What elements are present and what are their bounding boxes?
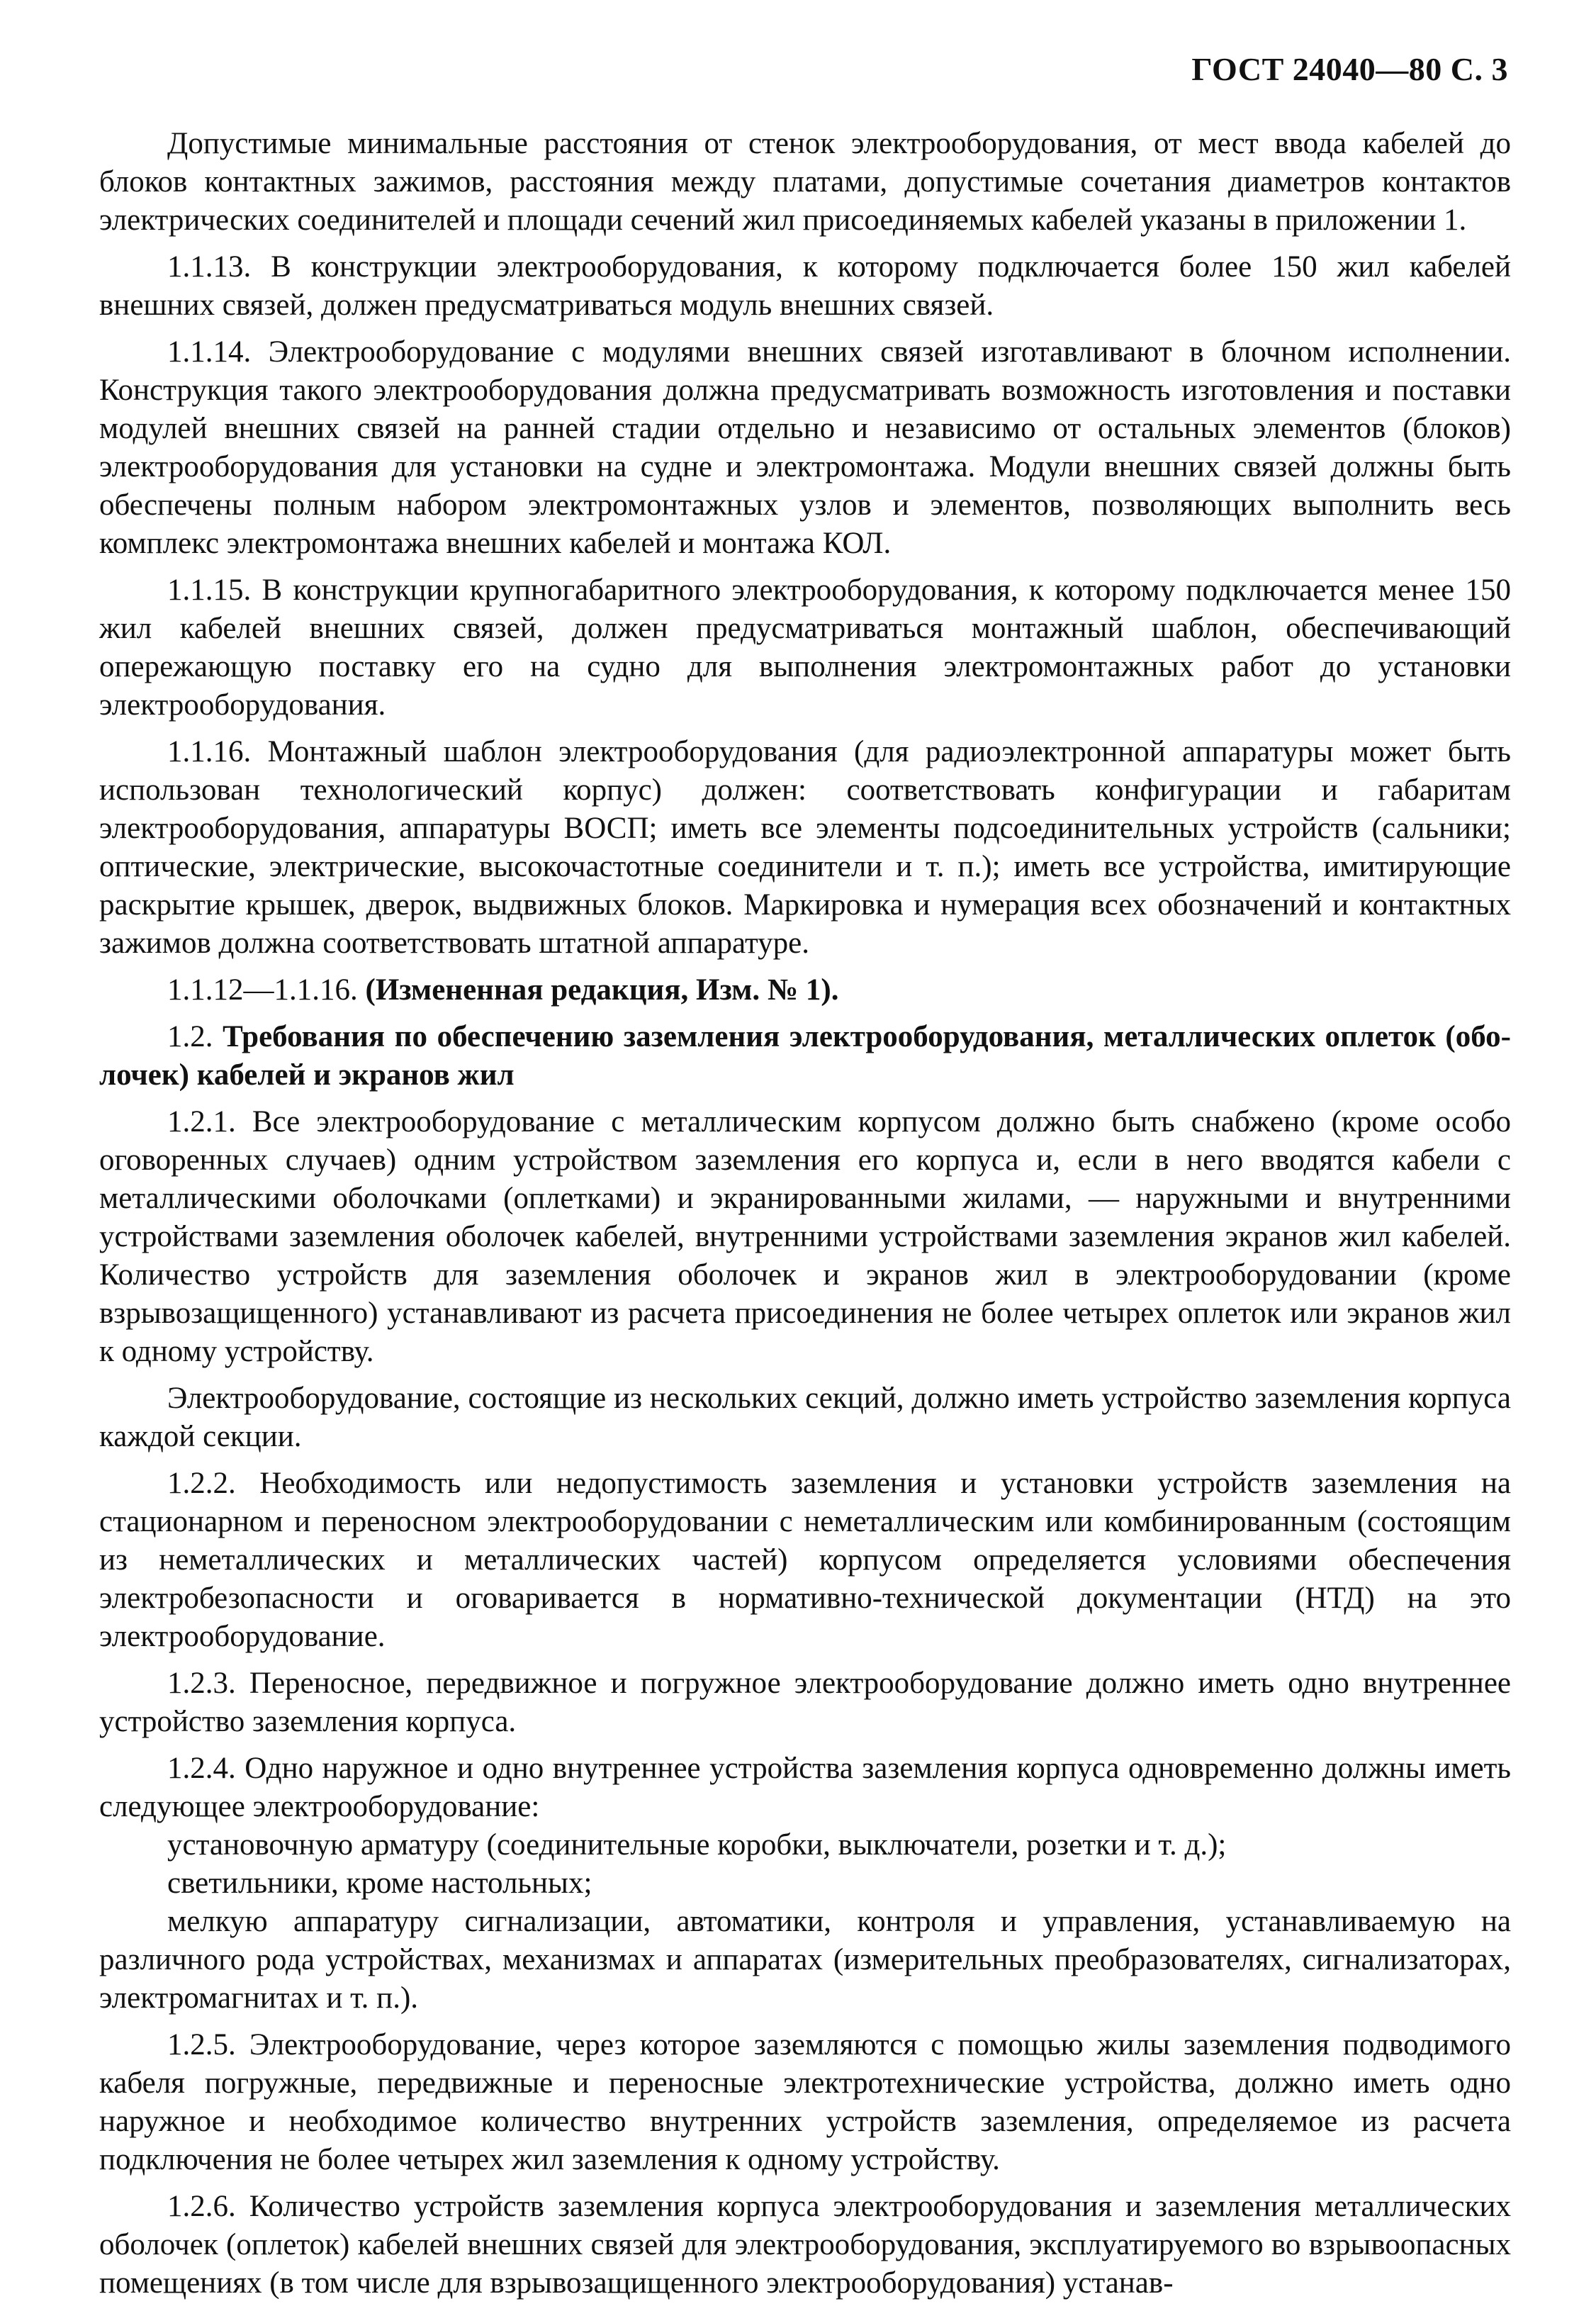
list-item-fittings: установочную арматуру (соединительные коробки, выключатели, розетки и т. д.); <box>167 1828 1227 1862</box>
section-title: Требования по обеспечению заземления электрооборудования, металлических оплеток (оболочек) кабелей и экранов жил <box>99 1020 1511 1092</box>
paragraph-1-2-4: 1.2.4. Одно наружное и одно внутреннее устройства заземления корпуса одновременно должны иметь следующее электрооборудование: <box>99 1752 1511 1823</box>
paragraph-sections-note: Электрооборудование, состоящие из нескольких секций, должно иметь устройство заземления корпуса каждой секции. <box>99 1382 1511 1453</box>
paragraph-1-2-2: 1.2.2. Необходимость или недопустимость заземления и установки устройств заземления на стационарном и переносном электрооборудовании с неметаллическим или комбинированным (состоящим из неметаллических и металлических частей) корпусом определяется условиями обеспечения электробезопасности и оговаривается в нормативно-технической документации (НТД) на это электрооборудование. <box>99 1467 1511 1653</box>
paragraph-1: Допустимые минимальные расстояния от стенок электрооборудования, от мест ввода кабелей до блоков контактных зажимов, расстояния между платами, допустимые сочетания диаметров контактов электрических соединителей и площади сечений жил присоединяемых кабелей указаны в приложении 1. <box>99 127 1511 237</box>
amendment-prefix: 1.1.12—1.1.16. <box>167 973 358 1007</box>
page-header: ГОСТ 24040—80 С. 3 <box>1191 51 1508 87</box>
paragraph-1-1-16: 1.1.16. Монтажный шаблон электрооборудования (для радиоэлектронной аппаратуры может быть использован технологический корпус) должен: соответствовать конфигурации и габаритам электрооборудования, аппаратуры ВОСП; иметь все элементы подсоединительных устройств (сальники; оптические, электрические, высокочастотные соединители и т. п.); иметь все устройства, имитирующие раскрытие крышек, дверок, выдвижных блоков. Маркировка и нумерация всех обозначений и контактных зажимов должна соответствовать штатной аппаратуре. <box>99 735 1511 960</box>
paragraph-1-1-15: 1.1.15. В конструкции крупногабаритного электрооборудования, к которому подключается менее 150 жил кабелей внешних связей, должен предусматриваться монтажный шаблон, обеспечивающий опережающую поставку его на судно для выполнения электромонтажных работ до установки электрооборудования. <box>99 573 1511 722</box>
list-item-small-equipment: мелкую аппаратуру сигнализации, автоматики, контроля и управления, устанавливаемую на различного рода устройствах, механизмах и аппаратах (измерительных преобразователях, сигнализаторах, электромагнитах и т. п.). <box>99 1905 1511 2015</box>
paragraph-1-2-1: 1.2.1. Все электрооборудование с металлическим корпусом должно быть снабжено (кроме особо оговоренных случаев) одним устройством заземления его корпуса и, если в него вводятся кабели с металлическими оболочками (оплетками) и экранированными жилами, — наружными и внутренними устройствами заземления оболочек кабелей, внутренними устройствами заземления экранов жил кабелей. Количество устройств для заземления оболочек и экранов жил в электрооборудовании (кроме взрывозащищенного) устанавливают из расчета присоединения не более четырех оплеток или экранов жил к одному устройству. <box>99 1105 1511 1368</box>
list-item-lamps: светильники, кроме настольных; <box>167 1867 592 1900</box>
paragraph-1-2-5: 1.2.5. Электрооборудование, через которое заземляются с помощью жилы заземления подводимого кабеля погружные, передвижные и переносные электротехнические устройства, должно иметь одно наружное и необходимое количество внутренних устройств заземления, определяемое из расчета подключения не более четырех жил заземления к одному устройству. <box>99 2028 1511 2176</box>
section-number: 1.2. <box>167 1020 213 1053</box>
amendment-note: (Измененная редакция, Изм. № 1). <box>365 973 839 1007</box>
section-heading-1-2 <box>99 1018 1511 1095</box>
document-body <box>99 125 1511 2311</box>
paragraph-1-1-13: 1.1.13. В конструкции электрооборудования, к которому подключается более 150 жил кабелей внешних связей, должен предусматриваться модуль внешних связей. <box>99 250 1511 322</box>
paragraph-amendment <box>99 971 1511 1009</box>
paragraph-1-1-14: 1.1.14. Электрооборудование с модулями внешних связей изготавливают в блочном исполнении. Конструкция такого электрооборудования должна предусматривать возможность изготовления и поставки модулей внешних связей на ранней стадии отдельно и независимо от остальных элементов (блоков) электрооборудования для установки на судне и электромонтажа. Модули внешних связей должны быть обеспечены полным набором электромонтажных узлов и элементов, позволяющих выполнить весь комплекс электромонтажа внешних кабелей и монтажа КОЛ. <box>99 335 1511 560</box>
paragraph-1-2-3: 1.2.3. Переносное, передвижное и погружное электрооборудование должно иметь одно внутреннее устройство заземления корпуса. <box>99 1667 1511 1738</box>
paragraph-1-2-6: 1.2.6. Количество устройств заземления корпуса электрооборудования и заземления металлических оболочек (оплеток) кабелей внешних связей для электрооборудования, эксплуатируемого во взрывоопасных помещениях (в том числе для взрывозащищенного электрооборудования) устанав- <box>99 2190 1511 2300</box>
